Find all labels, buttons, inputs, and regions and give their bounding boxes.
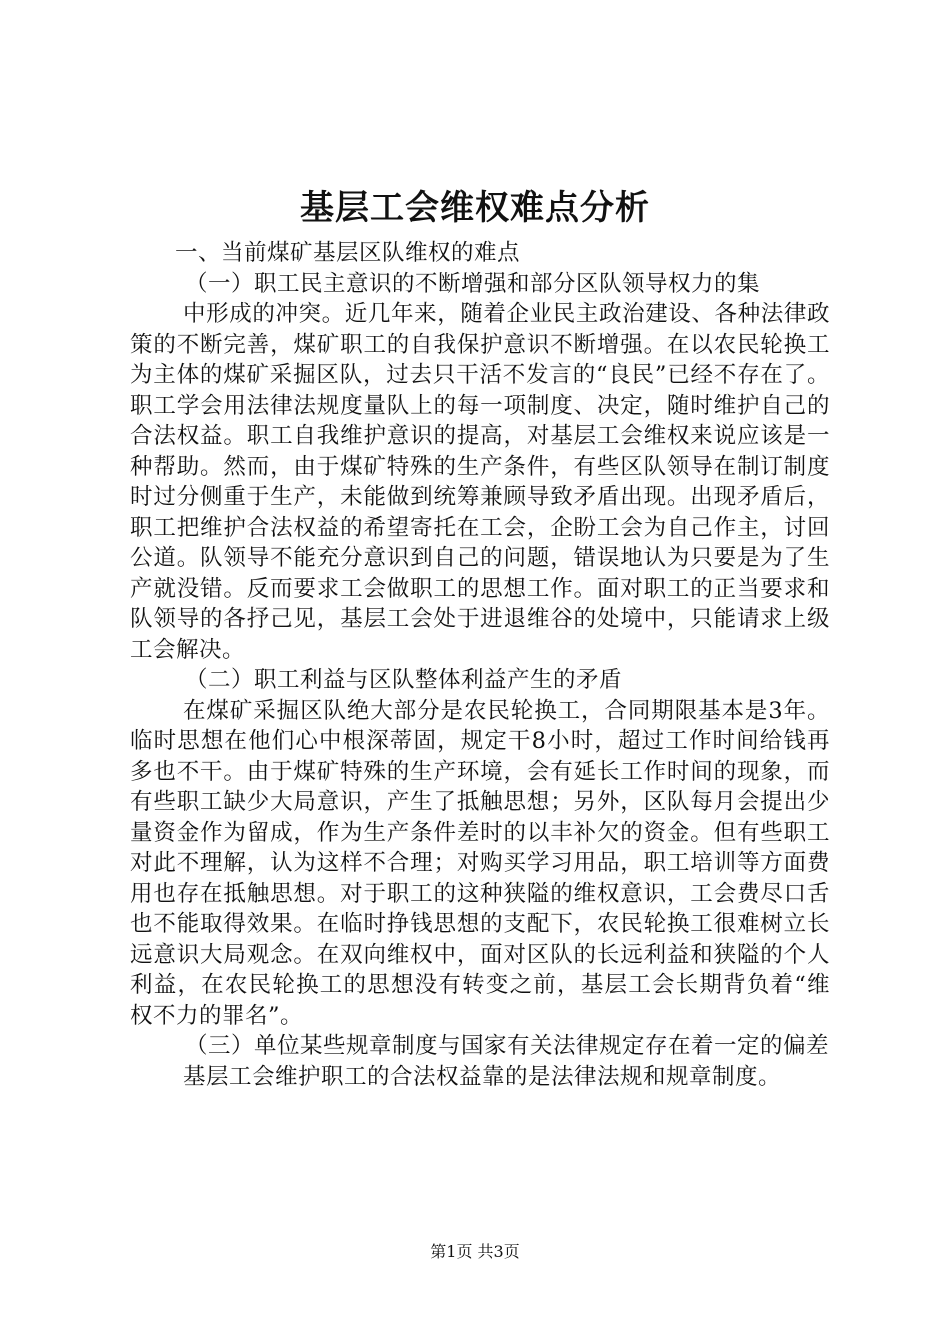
document-body <box>130 238 830 1092</box>
page-number-footer: 第1页 共3页 <box>430 1242 520 1261</box>
paragraph-1: 中形成的冲突。近几年来，随着企业民主政治建设、各种法律政策的不断完善，煤矿职工的自我保护意识不断增强。在以农民轮换工为主体的煤矿采掘区队，过去只干活不发言的“良民”已经不存在了。职工学会用法律法规度量队上的每一项制度、决定，随时维护自己的合法权益。职工自我维护意识的提高，对基层工会维权来说应该是一种帮助。然而，由于煤矿特殊的生产条件，有些区队领导在制订制度时过分侧重于生产，未能做到统筹兼顾导致矛盾出现。出现矛盾后，职工把维护合法权益的希望寄托在工会，企盼工会为自己作主，讨回公道。队领导不能充分意识到自己的问题，错误地认为只要是为了生产就没错。反而要求工会做职工的思想工作。面对职工的正当要求和队领导的各抒己见，基层工会处于进退维谷的处境中，只能请求上级工会解决。 <box>130 301 830 663</box>
paragraph-3: 基层工会维护职工的合法权益靠的是法律法规和规章制度。 <box>183 1063 782 1090</box>
paragraph-2: 在煤矿采掘区队绝大部分是农民轮换工，合同期限基本是3年。临时思想在他们心中根深蒂固，规定干8小时，超过工作时间给钱再多也不干。由于煤矿特殊的生产环境，会有延长工作时间的现象，而有些职工缺少大局意识，产生了抵触思想；另外，区队每月会提出少量资金作为留成，作为生产条件差时的以丰补欠的资金。但有些职工对此不理解，认为这样不合理；对购买学习用品，职工培训等方面费用也存在抵触思想。对于职工的这种狭隘的维权意识，工会费尽口舌也不能取得效果。在临时挣钱思想的支配下，农民轮换工很难树立长远意识大局观念。在双向维权中，面对区队的长远利益和狭隘的个人利益，在农民轮换工的思想没有转变之前，基层工会长期背负着“维权不力的罪名”。 <box>130 697 830 1029</box>
subsection-heading-2: （二）职工利益与区队整体利益产生的矛盾 <box>185 667 623 693</box>
subsection-heading-3: （三）单位某些规章制度与国家有关法律规定存在着一定的偏差 <box>185 1033 830 1059</box>
subsection-heading-1: （一）职工民主意识的不断增强和部分区队领导权力的集 <box>185 270 761 297</box>
document-title: 基层工会维权难点分析 <box>300 188 650 228</box>
section-heading: 一、当前煤矿基层区队维权的难点 <box>175 240 521 266</box>
